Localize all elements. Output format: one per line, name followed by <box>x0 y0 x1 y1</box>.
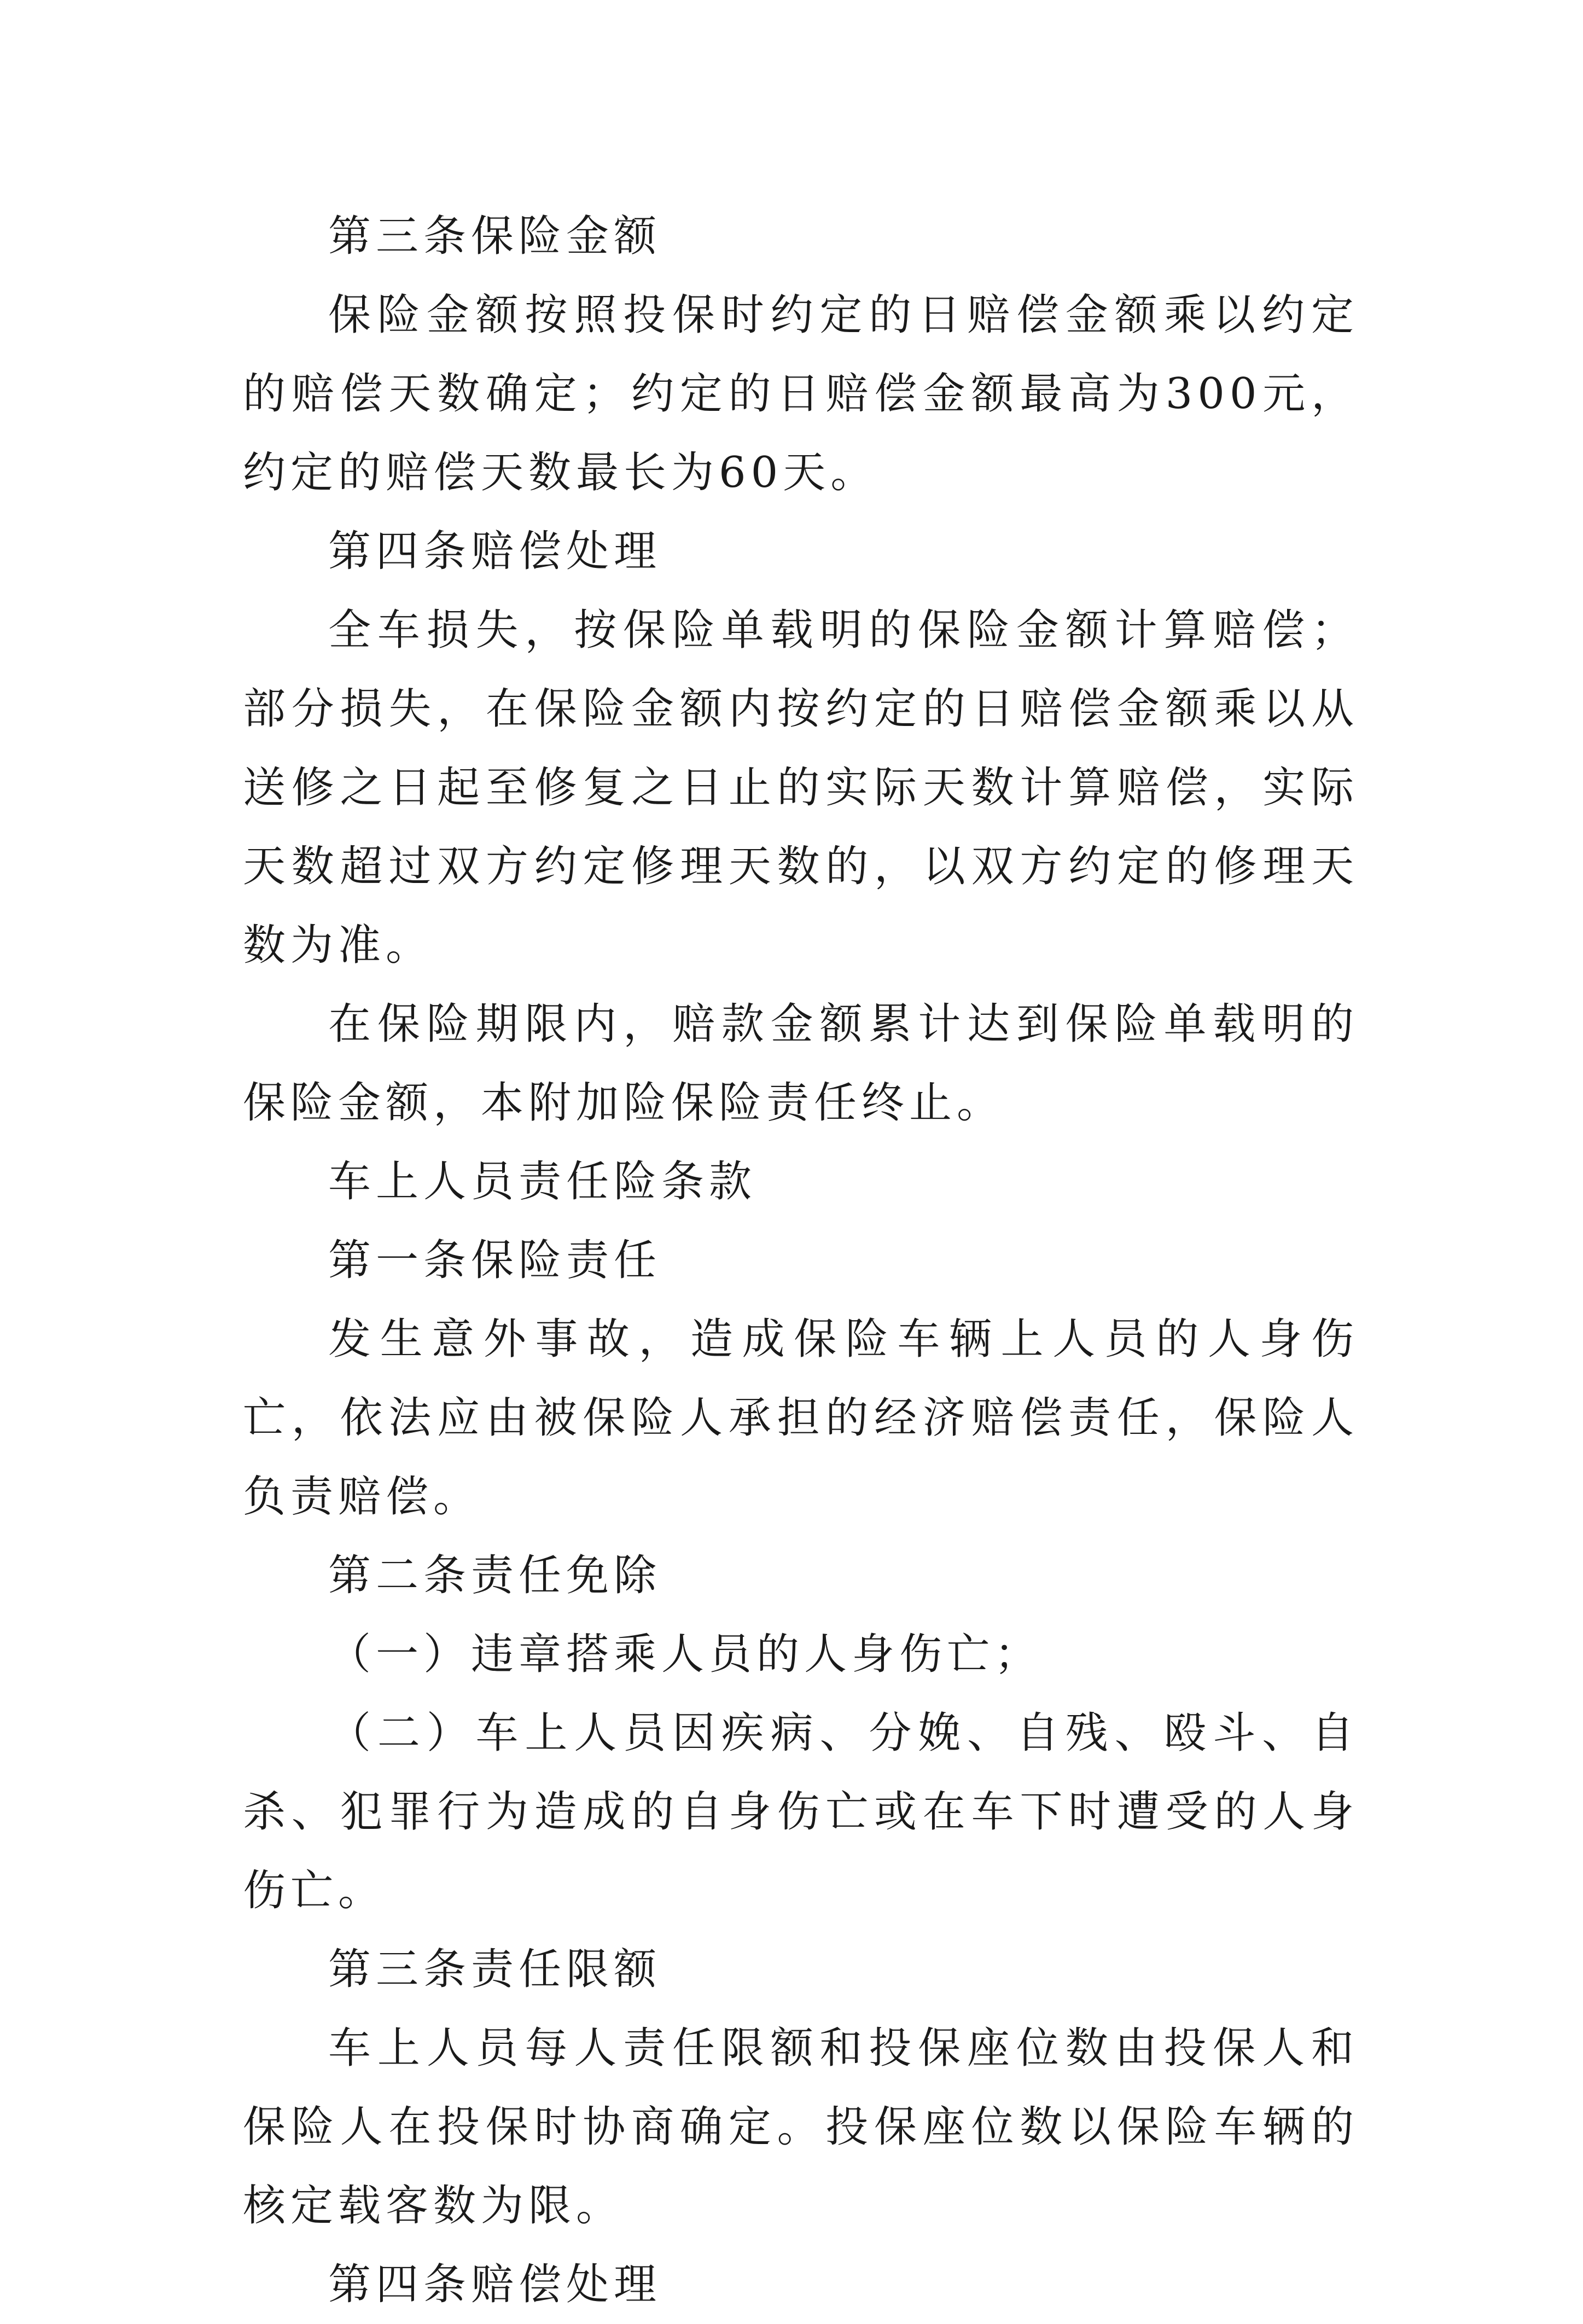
list-item: （二）车上人员因疾病、分娩、自残、殴斗、自杀、犯罪行为造成的自身伤亡或在车下时遭受的人身伤亡。 <box>243 1709 1359 1915</box>
document-body <box>243 197 1359 2324</box>
body-paragraph: 车上人员每人责任限额和投保座位数由投保人和保险人在投保时协商确定。投保座位数以保险车辆的核定载客数为限。 <box>243 2024 1359 2230</box>
article-heading: 第三条保险金额 <box>328 212 662 261</box>
body-paragraph: 全车损失，按保险单载明的保险金额计算赔偿；部分损失，在保险金额内按约定的日赔偿金额乘以从送修之日起至修复之日止的实际天数计算赔偿，实际天数超过双方约定修理天数的，以双方约定的修理天数为准。 <box>243 606 1359 970</box>
section-title: 车上人员责任险条款 <box>328 1157 757 1206</box>
article-heading: 第四条赔偿处理 <box>328 2260 662 2309</box>
article-heading: 第三条责任限额 <box>328 1945 662 1994</box>
article-heading: 第二条责任免除 <box>328 1551 662 1600</box>
body-paragraph: 在保险期限内，赔款金额累计达到保险单载明的保险金额，本附加险保险责任终止。 <box>243 1000 1359 1128</box>
article-heading: 第四条赔偿处理 <box>328 527 662 576</box>
body-paragraph: 发生意外事故，造成保险车辆上人员的人身伤亡，依法应由被保险人承担的经济赔偿责任，保险人负责赔偿。 <box>243 1315 1359 1521</box>
article-heading: 第一条保险责任 <box>328 1236 662 1285</box>
body-paragraph: 保险金额按照投保时约定的日赔偿金额乘以约定的赔偿天数确定；约定的日赔偿金额最高为300元，约定的赔偿天数最长为60天。 <box>243 290 1359 497</box>
list-item: （一）违章搭乘人员的人身伤亡； <box>328 1630 1043 1679</box>
